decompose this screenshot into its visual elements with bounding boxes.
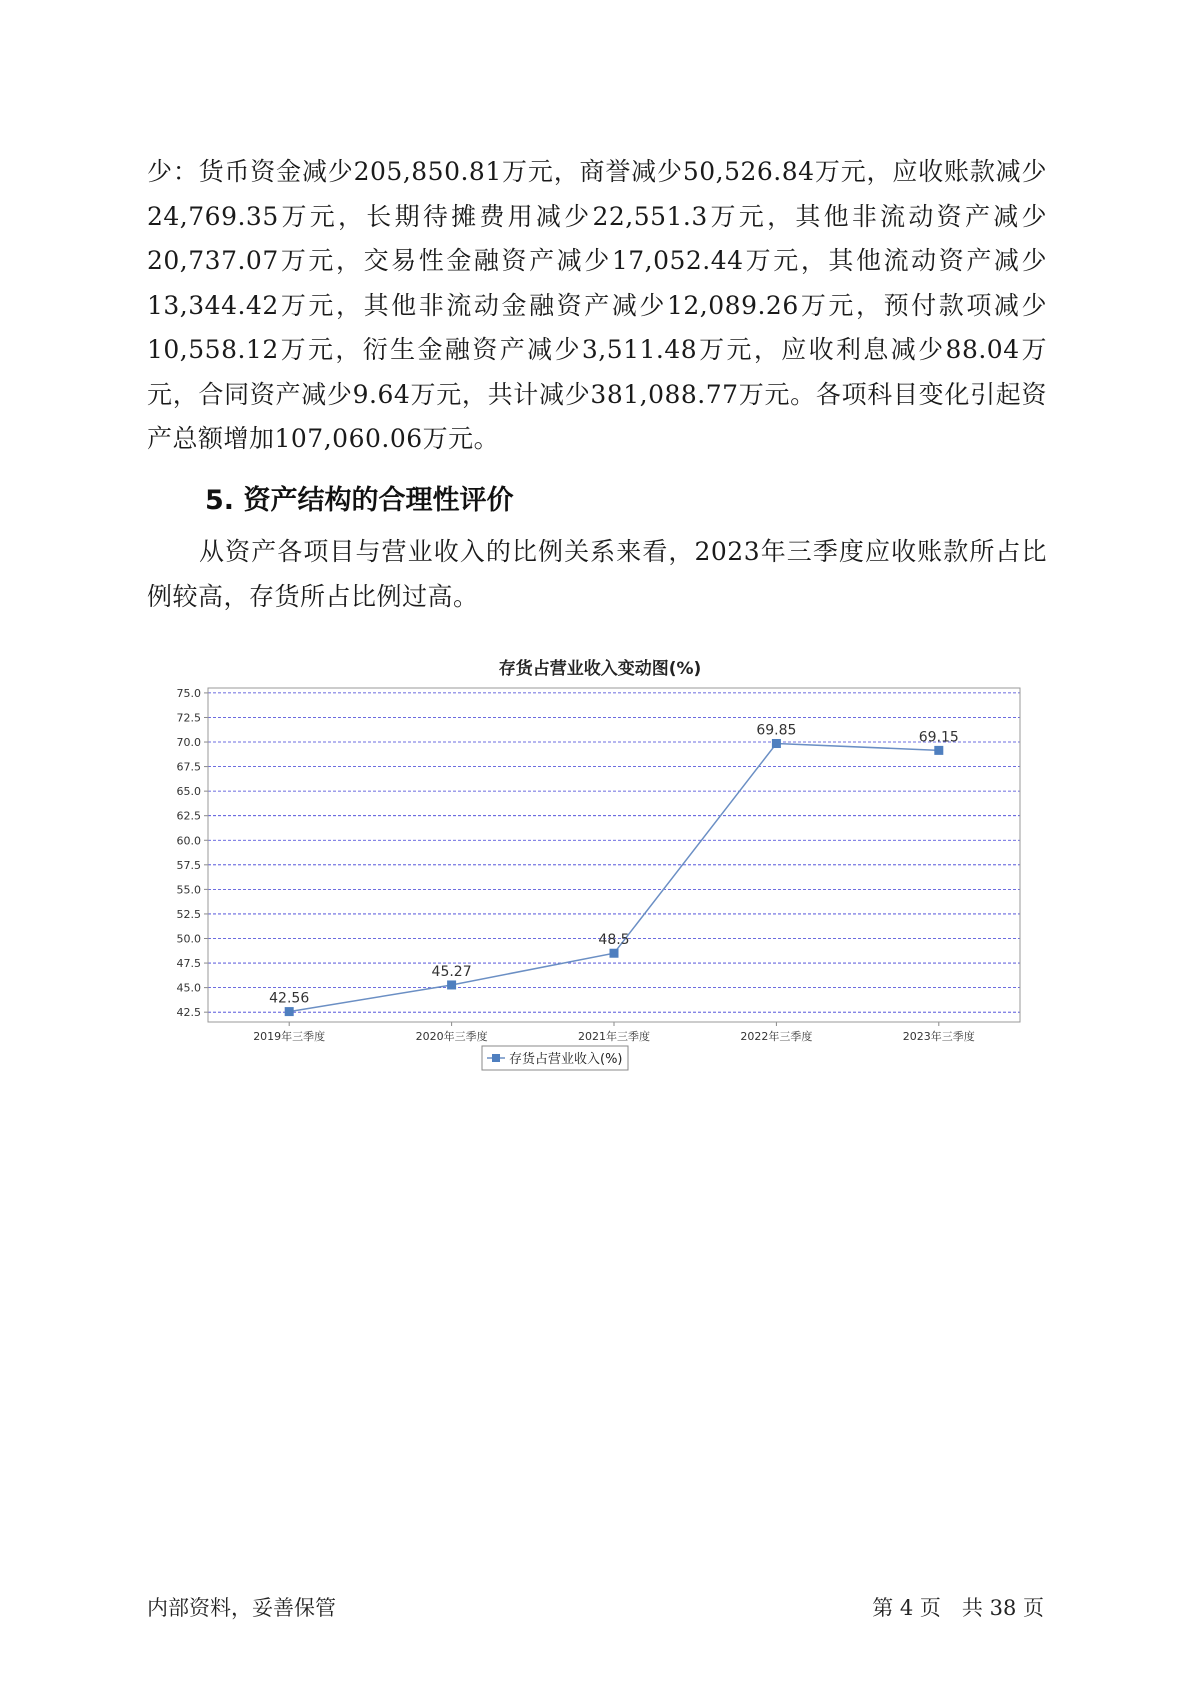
y-tick-label: 62.5 (176, 809, 201, 823)
footer-confidential-note: 内部资料，妥善保管 (147, 1596, 336, 1620)
y-tick-label: 65.0 (176, 785, 201, 799)
data-point (447, 980, 456, 989)
data-label: 69.15 (918, 729, 959, 746)
data-label: 45.27 (431, 963, 472, 980)
y-tick-label: 60.0 (176, 834, 201, 848)
data-point (934, 746, 943, 755)
y-tick-label: 42.5 (176, 1006, 201, 1020)
y-tick-label: 55.0 (176, 883, 201, 897)
y-tick-label: 47.5 (176, 957, 201, 971)
x-tick-label: 2020年三季度 (415, 1030, 488, 1043)
data-label: 42.56 (269, 990, 310, 1007)
x-tick-label: 2022年三季度 (740, 1030, 813, 1043)
y-tick-label: 67.5 (176, 760, 201, 774)
y-tick-label: 75.0 (176, 686, 201, 700)
data-point (610, 949, 619, 958)
data-point (285, 1007, 294, 1016)
x-tick-label: 2019年三季度 (253, 1030, 326, 1043)
y-tick-label: 72.5 (176, 711, 201, 725)
line-chart (160, 648, 1040, 1098)
legend-marker-icon (492, 1054, 500, 1062)
x-tick-label: 2021年三季度 (578, 1030, 650, 1043)
y-tick-label: 57.5 (176, 858, 201, 872)
data-label: 48.5 (598, 932, 630, 949)
plot-area (208, 688, 1020, 1022)
legend-label: 存货占营业收入(%) (509, 1052, 623, 1067)
y-tick-label: 50.0 (176, 932, 201, 946)
body-paragraph-1: 少：货币资金减少205,850.81万元，商誉减少50,526.84万元，应收账款减少24,769.35万元，长期待摊费用减少22,551.3万元，其他非流动资产减少20,737.07万元，交易性金融资产减少17,052.44万元，其他流动资产减少13,344.42万元，其他非流动金融资产减少12,089.26万元，预付款项减少10,558.12万元，衍生金融资产减少3,511.48万元，应收利息减少88.04万元，合同资产减少9.64万元，共计减少381,088.77万元。各项科目变化引起资产总额增加107,060.06万元。 (147, 157, 1047, 453)
data-point (772, 739, 781, 748)
x-tick-label: 2023年三季度 (902, 1030, 975, 1043)
y-tick-label: 45.0 (176, 981, 201, 995)
legend (482, 1046, 628, 1070)
section-heading: 5. 资产结构的合理性评价 (205, 485, 514, 516)
y-tick-label: 70.0 (176, 736, 201, 750)
footer-page-number: 第 4 页 共 38 页 (872, 1596, 1044, 1620)
data-label: 69.85 (756, 722, 797, 739)
y-tick-label: 52.5 (176, 907, 201, 921)
chart-title: 存货占营业收入变动图(%) (498, 659, 702, 679)
series-line (289, 744, 939, 1012)
body-paragraph-2: 从资产各项目与营业收入的比例关系来看，2023年三季度应收账款所占比例较高，存货所占比例过高。 (147, 537, 1047, 611)
